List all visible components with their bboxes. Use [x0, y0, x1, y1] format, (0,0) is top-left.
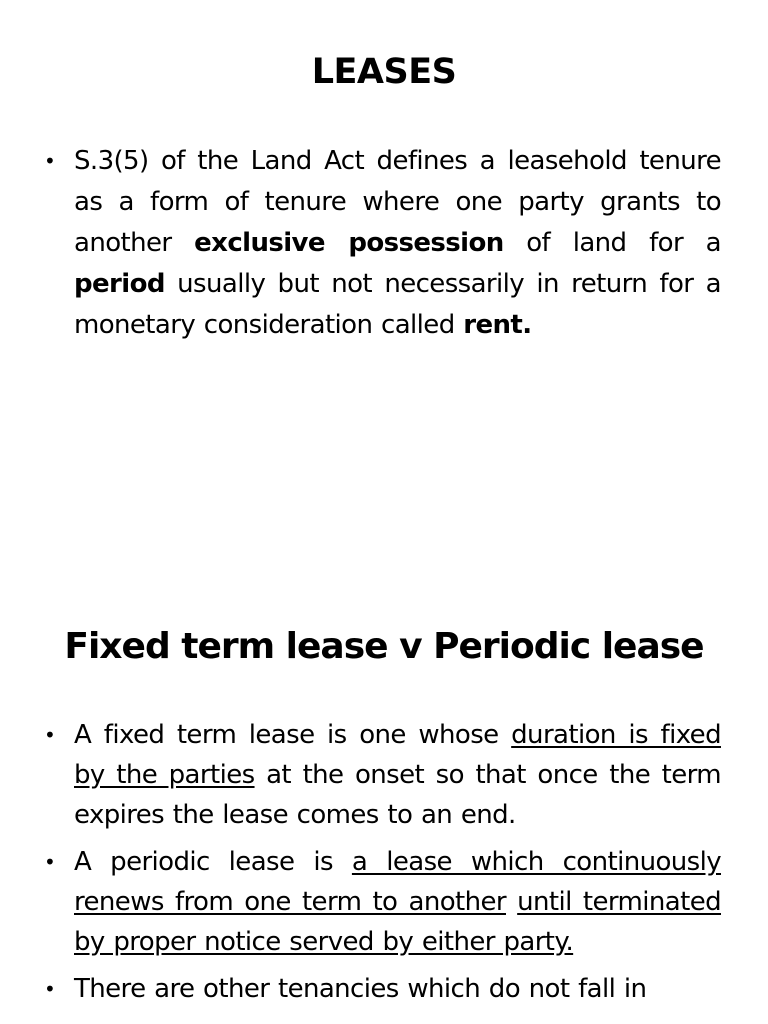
bullet-marker: • — [44, 723, 56, 747]
bullet-text: S.3(5) of the Land Act defines a leasehold tenure as a form of tenure where one party grants to another — [74, 146, 721, 258]
underlined-text: a lease which continuously renews from one term to another — [74, 847, 721, 917]
bullet-item — [0, 842, 768, 962]
bullet-text: usually but not necessarily in return for a monetary consideration called — [74, 269, 721, 340]
slide-fixed-vs-periodic — [0, 560, 768, 1024]
bullet-item — [0, 715, 768, 835]
bullet-item — [0, 969, 768, 1009]
emphasis-rent: rent. — [463, 310, 532, 340]
slide-title: Fixed term lease v Periodic lease — [64, 626, 704, 667]
bullet-marker: • — [44, 977, 56, 1001]
bullet-marker: • — [44, 149, 56, 173]
emphasis-exclusive-possession: exclusive possession — [194, 228, 504, 258]
emphasis-period: period — [74, 269, 165, 299]
bullet-text: of land for a — [503, 228, 721, 258]
bullet-text — [506, 887, 517, 917]
underlined-text: until terminated by proper notice served by either party. — [74, 887, 721, 957]
bullet-text: at the onset so that once the term expires the lease comes to an end. — [74, 760, 721, 830]
bullet-text: There are other tenancies which do not fall in — [74, 974, 647, 1004]
bullet-text: A periodic lease is — [74, 847, 352, 877]
slide-title: LEASES — [311, 52, 457, 92]
bullet-list — [0, 141, 768, 346]
bullet-text: A fixed term lease is one whose — [74, 720, 512, 750]
bullet-list — [0, 715, 768, 1016]
bullet-marker: • — [44, 850, 56, 874]
underlined-text: duration is fixed by the parties — [74, 720, 721, 790]
bullet-item — [0, 141, 768, 346]
